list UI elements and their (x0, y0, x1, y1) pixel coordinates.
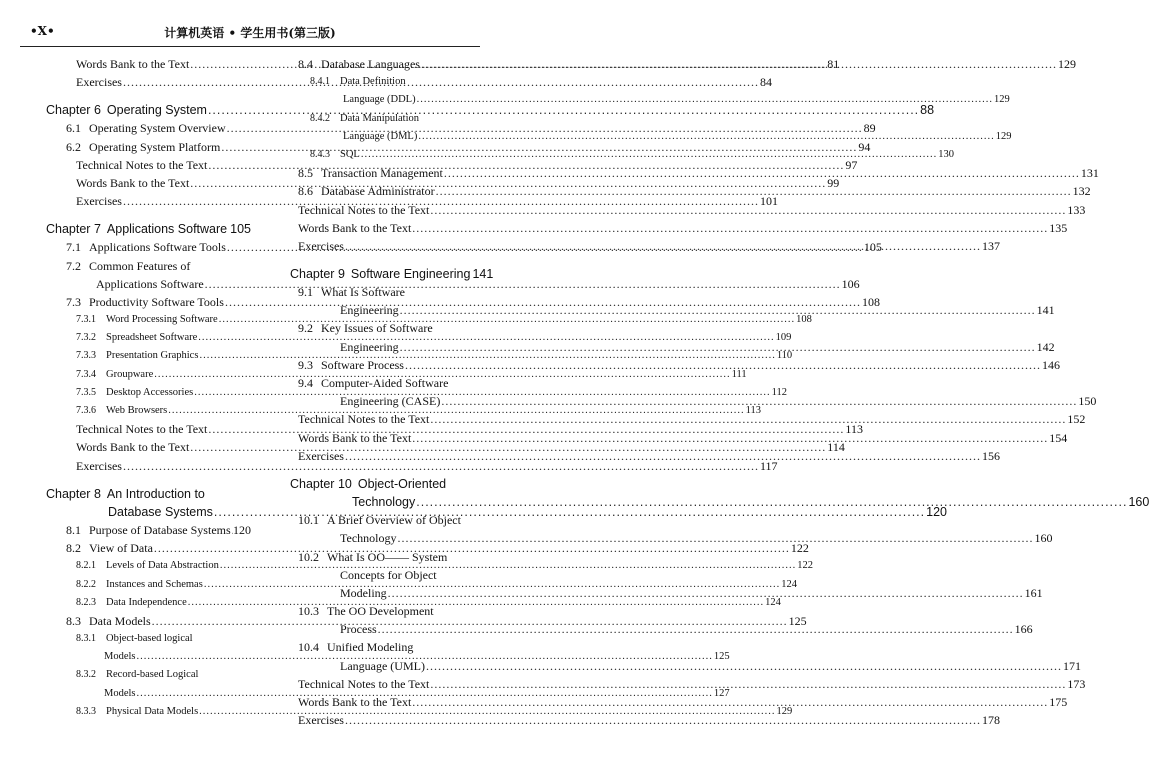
toc-leader-dots (361, 146, 937, 164)
toc-leader-dots (430, 410, 1066, 428)
toc-chapter-entry (290, 493, 1149, 511)
toc-entry-number: 8.2.2 (76, 578, 96, 590)
toc-entry-title: Technical Notes to the Text (298, 412, 430, 427)
toc-entry (290, 602, 478, 620)
toc-entry-number: Chapter 7 (46, 222, 101, 237)
toc-chapter-entry (46, 485, 251, 503)
toc-entry-title: Exercises (298, 448, 344, 463)
header-rule (20, 46, 480, 47)
toc-entry (290, 73, 478, 91)
toc-entry-page: 171 (1062, 658, 1081, 673)
toc-entry-page: 156 (981, 448, 1000, 463)
toc-leader-dots (345, 447, 981, 465)
toc-entry-title: Productivity Software Tools (89, 294, 224, 309)
toc-entry-title: Presentation Graphics (106, 350, 199, 362)
toc-entry-page: 109 (775, 332, 792, 344)
toc-entry-title: Language (DML) (343, 130, 418, 142)
toc-entry-title: Key Issues of Software (321, 321, 433, 336)
toc-entry-title: Data Definition (340, 76, 406, 88)
toc-leader-dots (412, 429, 1048, 447)
toc-entry-page: 97 (845, 157, 858, 172)
toc-leader-dots (430, 675, 1066, 693)
toc-entry-title: Words Bank to the Text (76, 175, 190, 190)
toc-entry-title: Applications Software (106, 222, 228, 237)
toc-entry-page: 129 (995, 130, 1012, 142)
toc-entry-number: 10.4 (298, 640, 319, 655)
toc-entry-page: 133 (1067, 202, 1086, 217)
toc-entry-title: Applications Software (96, 276, 204, 291)
toc-entry-number: 8.2.3 (76, 596, 96, 608)
toc-entry-title: Spreadsheet Software (106, 332, 198, 344)
toc-entry-title: Unified Modeling (327, 640, 414, 655)
toc-entry-title: Purpose of Database Systems (89, 522, 231, 537)
toc-entry-title: Common Features of (89, 258, 191, 273)
toc-entry-number: 7.3.3 (76, 350, 96, 362)
toc-entry-title: Words Bank to the Text (76, 57, 190, 71)
toc-entry-page: 99 (827, 175, 840, 190)
toc-entry-number: 8.4.3 (310, 148, 330, 160)
toc-entry-number: 7.3.5 (76, 386, 96, 398)
toc-entry-page: 129 (776, 705, 793, 717)
toc-chapter-entry (46, 220, 251, 238)
toc-entry-number: 6.2 (66, 139, 81, 154)
toc-entry-title: Web Browsers (106, 405, 168, 416)
toc-entry-number: Chapter 10 (290, 476, 352, 491)
toc-entry-page: 81 (827, 57, 840, 71)
toc-leader-dots (444, 164, 1080, 182)
toc-leader-dots (417, 91, 993, 109)
toc-entry-title: Software Engineering (350, 266, 471, 281)
toc-entry-page: 160 (1034, 531, 1053, 546)
toc-entry (46, 457, 778, 475)
toc-entry-number: 9.3 (298, 357, 313, 372)
toc-entry-title: Concepts for Object (340, 567, 437, 582)
toc-entry-title: An Introduction to (106, 486, 205, 501)
toc-entry-title: Engineering (340, 303, 399, 318)
toc-leader-dots (418, 128, 994, 146)
toc-entry-number: 7.3.1 (76, 314, 96, 326)
toc-entry-title: Words Bank to the Text (298, 695, 412, 709)
toc-entry-number: 9.4 (298, 376, 313, 390)
toc-entry-title: Words Bank to the Text (298, 220, 412, 235)
toc-entry-page: 122 (790, 541, 809, 556)
toc-entry-page: 152 (1067, 412, 1086, 427)
toc-entry-number: 8.1 (66, 522, 81, 537)
toc-entry (290, 566, 478, 584)
toc-entry-page: 108 (861, 294, 880, 309)
toc-entry-page: 150 (1078, 394, 1097, 409)
toc-entry-title: Desktop Accessories (106, 386, 194, 398)
toc-entry-page: 130 (938, 148, 954, 160)
toc-entry-number: 10.1 (298, 513, 319, 528)
toc-leader-dots (400, 338, 1036, 356)
toc-entry-title: Technical Notes to the Text (76, 157, 208, 172)
toc-entry (46, 630, 251, 648)
toc-entry-number: 6.1 (66, 121, 81, 136)
toc-entry-number: 9.1 (298, 285, 313, 300)
toc-entry-page: 113 (745, 405, 762, 416)
toc-entry (46, 666, 251, 684)
toc-entry-title: Exercises (298, 713, 344, 728)
toc-leader-dots (412, 219, 1048, 237)
toc-entry-number: 8.3.3 (76, 705, 96, 717)
toc-entry-page: 94 (858, 139, 871, 154)
toc-entry-page: 154 (1049, 430, 1068, 445)
toc-entry-title: Operating System (106, 103, 207, 118)
toc-entry-page: 135 (1049, 220, 1068, 235)
toc-entry-title: SQL (340, 148, 360, 160)
toc-entry-number: 7.3.6 (76, 405, 96, 416)
toc-leader-dots (421, 55, 1057, 73)
toc-entry (290, 529, 1053, 547)
toc-entry-number: 8.2.1 (76, 560, 96, 572)
toc-entry-number: 7.3.2 (76, 332, 96, 344)
toc-entry-title: Database Systems (108, 504, 213, 519)
toc-entry-title: Technology (352, 494, 416, 509)
toc-entry-number: 7.1 (66, 240, 81, 255)
toc-entry-page: 141 (472, 266, 494, 281)
toc-leader-dots (405, 356, 1041, 374)
toc-entry-title: Exercises (76, 75, 122, 90)
page-header (18, 20, 482, 44)
toc-entry-page: 125 (788, 613, 807, 628)
toc-entry-title: Technical Notes to the Text (76, 422, 208, 437)
toc-entry-number: 10.2 (298, 549, 319, 564)
toc-entry-page: 142 (1036, 339, 1055, 354)
toc-entry (290, 110, 478, 128)
toc-entry-number: 8.4.2 (310, 112, 330, 124)
toc-entry-page: 175 (1049, 695, 1068, 709)
toc-entry-title: Models (104, 651, 136, 663)
toc-entry-page: 105 (863, 240, 882, 255)
toc-entry-number: 7.2 (66, 258, 81, 273)
toc-entry-page: 84 (759, 75, 772, 90)
toc-entry-number: 7.3.4 (76, 368, 96, 380)
toc-entry-title: What Is OO—— System (327, 549, 448, 564)
toc-entry-number: 8.3 (66, 613, 81, 628)
toc-leader-dots (228, 220, 229, 238)
toc-entry-page: 105 (230, 222, 251, 237)
toc-entry-title: Groupware (106, 368, 154, 380)
toc-entry-page: 106 (841, 276, 860, 291)
toc-entry-title: Object-Oriented (357, 476, 447, 491)
toc-entry-page: 120 (926, 504, 947, 519)
toc-entry-title: Software Process (321, 357, 404, 372)
toc-entry-title: Exercises (298, 238, 344, 253)
toc-entry-title: Words Bank to the Text (76, 440, 190, 455)
toc-entry-number: 8.4.1 (310, 76, 330, 88)
toc-entry (290, 638, 478, 656)
toc-entry-title: Data Models (89, 613, 151, 628)
toc-entry-number: 8.3.2 (76, 669, 96, 681)
toc-leader-dots (436, 182, 1072, 200)
toc-entry-title: The OO Development (327, 604, 434, 619)
toc-entry (290, 511, 478, 529)
toc-entry (46, 257, 251, 275)
toc-entry-title: Exercises (76, 458, 122, 473)
toc-entry-page: 112 (771, 386, 787, 398)
toc-entry-page: 178 (981, 713, 1000, 728)
toc-entry-title: Operating System Platform (89, 139, 221, 154)
toc-entry (46, 521, 251, 539)
toc-entry-page: 108 (796, 314, 812, 326)
toc-entry (290, 374, 478, 392)
toc-entry-number: Chapter 9 (290, 266, 345, 281)
toc-entry-title: Physical Data Models (106, 705, 199, 717)
toc-entry-number: 10.3 (298, 604, 319, 619)
toc-entry-title: Data Manipulation (340, 112, 420, 124)
toc-entry-page: 111 (731, 368, 747, 380)
toc-entry (290, 548, 478, 566)
toc-entry-number: 8.2 (66, 541, 81, 556)
toc-entry-page: 161 (1024, 585, 1043, 600)
toc-entry-number: 9.2 (298, 321, 313, 336)
toc-entry-page: 89 (863, 121, 876, 136)
toc-entry-title: Process (340, 622, 377, 637)
toc-leader-dots (426, 657, 1062, 675)
toc-entry-title: View of Data (89, 541, 153, 556)
toc-entry-title: Words Bank to the Text (298, 430, 412, 445)
toc-chapter-entry (290, 475, 478, 493)
toc-entry-number: 7.3 (66, 294, 81, 309)
toc-entry-title: Transaction Management (321, 166, 443, 181)
toc-entry-title: Word Processing Software (106, 314, 218, 326)
toc-leader-dots (430, 201, 1066, 219)
toc-entry-page: 113 (845, 422, 863, 437)
toc-entry-page: 125 (713, 651, 730, 663)
toc-entry-number: 8.5 (298, 166, 313, 181)
toc-entry-title: What Is Software (321, 285, 405, 300)
toc-entry-title: Database Administrator (321, 184, 435, 199)
toc-entry-page: 120 (233, 522, 251, 537)
toc-entry-title: Technology (340, 531, 397, 546)
running-title: 计算机英语 • 学生用书(第三版) (164, 26, 336, 40)
toc-entry-title: Object-based logical (106, 633, 193, 645)
toc-leader-dots (412, 693, 1048, 711)
toc-leader-dots (388, 584, 1024, 602)
toc-entry-page: 110 (776, 350, 793, 362)
toc-entry-page: 127 (713, 687, 730, 699)
toc-entry-page: 160 (1128, 494, 1149, 509)
toc-entry-title: Operating System Overview (89, 121, 226, 136)
toc-entry-page: 146 (1041, 357, 1060, 372)
toc-entry (290, 319, 478, 337)
toc-entry-number: Chapter 8 (46, 486, 101, 501)
toc-entry-title: Database Languages (321, 57, 420, 71)
toc-entry-title: Engineering (340, 339, 399, 354)
toc-leader-dots (378, 620, 1014, 638)
toc-entry-title: Computer-Aided Software (321, 376, 449, 390)
toc-entry-page: 101 (759, 194, 778, 209)
toc-entry-title: Technical Notes to the Text (298, 202, 430, 217)
toc-entry-page: 166 (1014, 622, 1033, 637)
toc-entry-page: 124 (781, 578, 797, 590)
toc-entry-page: 131 (1080, 166, 1099, 181)
toc-entry (290, 219, 1068, 237)
toc-leader-dots (345, 711, 981, 729)
toc-entry-title: Applications Software Tools (89, 240, 226, 255)
toc-entry-title: A Brief Overview of Object (327, 513, 461, 528)
toc-entry (290, 283, 478, 301)
toc-entry-page: 137 (981, 238, 1000, 253)
toc-entry-page: 124 (765, 596, 781, 608)
toc-entry-title: Data Independence (106, 596, 187, 608)
toc-entry-page: 173 (1067, 676, 1086, 691)
toc-leader-dots (416, 493, 1127, 511)
toc-entry-title: Levels of Data Abstraction (106, 560, 219, 572)
toc-entry-page: 88 (920, 103, 935, 118)
toc-entry-page: 132 (1072, 184, 1091, 199)
toc-entry-title: Modeling (340, 585, 387, 600)
toc-entry-title: Exercises (76, 194, 122, 209)
toc-entry-title: Technical Notes to the Text (298, 676, 430, 691)
toc-entry-title: Language (DDL) (343, 94, 416, 106)
toc-entry-title: Instances and Schemas (106, 578, 203, 590)
toc-entry-page: 114 (827, 440, 845, 455)
toc-entry-page: 141 (1036, 303, 1055, 318)
toc-leader-dots (400, 301, 1036, 319)
toc-leader-dots (397, 529, 1033, 547)
toc-chapter-entry (290, 265, 494, 283)
toc-leader-dots (345, 237, 981, 255)
toc-entry-title: Language (UML) (340, 658, 425, 673)
toc-entry-page: 129 (1057, 57, 1076, 71)
toc-entry-title: Models (104, 687, 136, 699)
toc-entry-number: Chapter 6 (46, 103, 101, 118)
toc-entry (290, 91, 1010, 109)
toc-entry-number: 8.6 (298, 184, 313, 199)
toc-entry-title: Record-based Logical (106, 669, 199, 681)
toc-entry-number: 8.3.1 (76, 633, 96, 645)
toc-entry-page: 122 (797, 560, 813, 572)
toc-entry-number: 8.4 (298, 57, 313, 71)
toc-entry-page: 129 (993, 94, 1010, 106)
toc-entry-title: Engineering (CASE) (340, 394, 441, 409)
page-number-marker: •X• (30, 24, 55, 38)
toc-entry-page: 117 (759, 458, 778, 473)
toc-leader-dots (441, 392, 1077, 410)
